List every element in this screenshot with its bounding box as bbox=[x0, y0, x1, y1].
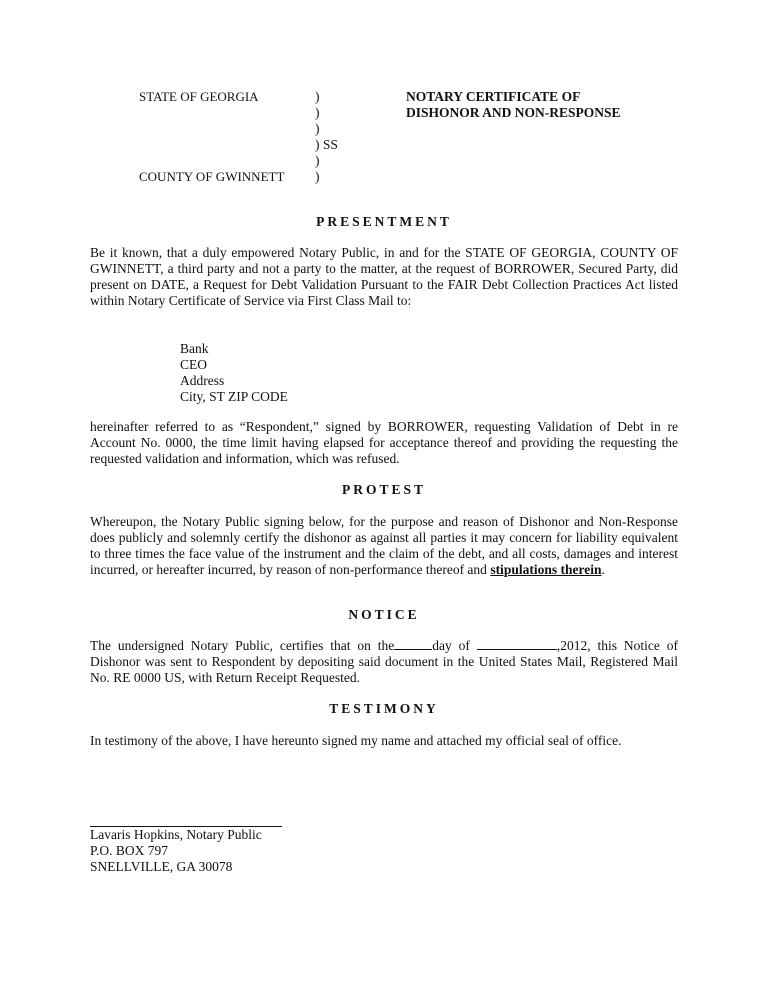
protest-text: Whereupon, the Notary Public signing below, for the purpose and reason of Dishonor and Non-Response does publicly and solemnly certify the dishonor as against all parties it may concern for liability equivalent to three times the face value of the instrument and the claim of the debt, and all costs, damages and interest incurred, or hereafter incurred, by reason of non-performance thereof and bbox=[90, 514, 678, 577]
caption-paren: ) bbox=[315, 169, 320, 184]
venue-county: COUNTY OF GWINNETT bbox=[139, 169, 285, 184]
respondent-address bbox=[180, 341, 288, 405]
protest-paragraph bbox=[90, 514, 678, 578]
respondent-text: hereinafter referred to as “Respondent,” signed by BORROWER, requesting Validation of Debt in re Account No. 0000, the time limit having elapsed for acceptance thereof and providing the requesting the requested validation and information, which was refused. bbox=[90, 419, 678, 466]
caption-paren: ) bbox=[315, 153, 320, 168]
venue-state: STATE OF GEORGIA bbox=[139, 89, 259, 104]
notice-text-a: The undersigned Notary Public, certifies that on the bbox=[90, 638, 395, 653]
notary-po-box: P.O. BOX 797 bbox=[90, 843, 169, 858]
stipulations-emphasis: stipulations therein bbox=[490, 562, 602, 577]
title-line-1: NOTARY CERTIFICATE OF bbox=[406, 89, 581, 104]
caption-paren: ) bbox=[315, 89, 320, 104]
address-line: Address bbox=[180, 373, 225, 388]
presentment-paragraph bbox=[90, 245, 678, 309]
notice-text-b: day of bbox=[432, 638, 470, 653]
address-line: Bank bbox=[180, 341, 209, 356]
month-blank bbox=[477, 649, 557, 650]
caption-ss: ) SS bbox=[315, 137, 338, 152]
testimony-text: In testimony of the above, I have hereunto signed my name and attached my official seal of office. bbox=[90, 733, 622, 748]
venue-caption bbox=[139, 89, 339, 185]
protest-heading: PROTEST bbox=[341, 482, 427, 497]
day-blank bbox=[394, 649, 432, 650]
notary-name: Lavaris Hopkins, Notary Public bbox=[90, 827, 262, 842]
respondent-paragraph bbox=[90, 419, 678, 467]
address-line: City, ST ZIP CODE bbox=[180, 389, 288, 404]
document-title bbox=[406, 89, 706, 121]
signature-block bbox=[90, 827, 262, 875]
presentment-heading: PRESENTMENT bbox=[316, 214, 452, 229]
testimony-heading: TESTIMONY bbox=[329, 701, 439, 716]
protest-end: . bbox=[601, 562, 605, 577]
title-line-2: DISHONOR AND NON-RESPONSE bbox=[406, 105, 621, 120]
testimony-paragraph bbox=[90, 733, 678, 749]
notice-paragraph bbox=[90, 638, 678, 686]
presentment-text: Be it known, that a duly empowered Notary Public, in and for the STATE OF GEORGIA, COUNTY OF GWINNETT, a third party and not a party to the matter, at the request of BORROWER, Secured Party, did present on DATE, a Request for Debt Validation Pursuant to the FAIR Debt Collection Practices Act listed within Notary Certificate of Service via First Class Mail to: bbox=[90, 245, 678, 308]
caption-paren: ) bbox=[315, 105, 320, 120]
caption-paren: ) bbox=[315, 121, 320, 136]
address-line: CEO bbox=[180, 357, 207, 372]
notice-text-c: ,2012, this Notice of Dishonor was sent to Respondent by depositing said document in the United States Mail, Registered Mail No. RE 0000 US, with Return Receipt Requested. bbox=[90, 638, 679, 685]
notice-heading: NOTICE bbox=[348, 607, 420, 622]
notary-city: SNELLVILLE, GA 30078 bbox=[90, 859, 233, 874]
